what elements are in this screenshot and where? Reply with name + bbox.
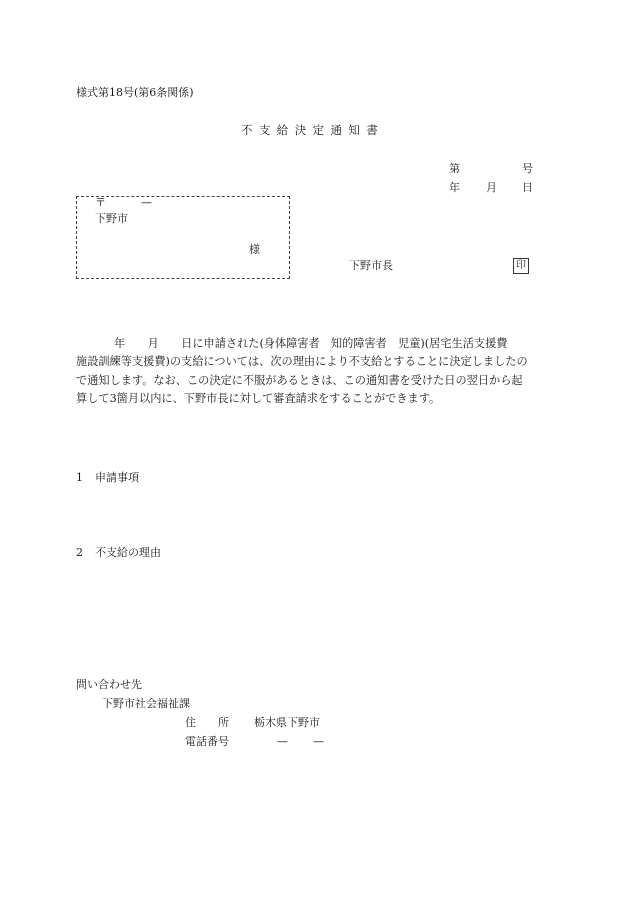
contact-phone-dash-2: — <box>313 735 324 748</box>
recipient-honorific: 様 <box>249 243 260 256</box>
contact-phone-dash-1: — <box>277 735 288 748</box>
issuer-title: 下野市長 <box>349 259 393 272</box>
postal-mark: 〒 <box>95 196 106 209</box>
contact-heading: 問い合わせ先 <box>76 678 142 691</box>
body-line-2: 施設訓練等支援費)の支給については、次の理由により不支給とすることに決定しましたの <box>76 355 528 369</box>
contact-address-label: 住 所 <box>185 716 229 729</box>
date-day: 日 <box>522 181 533 194</box>
form-number: 様式第18号(第6条関係) <box>76 86 194 99</box>
body-line-4: 算して3箇月以内に、下野市長に対して審査請求をすることができます。 <box>76 392 441 406</box>
doc-number-suffix: 号 <box>522 162 533 175</box>
date-month: 月 <box>486 181 497 194</box>
contact-department: 下野市社会福祉課 <box>102 697 190 710</box>
section-1-label: 申請事項 <box>95 471 139 484</box>
section-2-label: 不支給の理由 <box>95 546 161 559</box>
recipient-address-box <box>76 196 290 279</box>
doc-number-prefix: 第 <box>449 162 460 175</box>
recipient-city: 下野市 <box>95 212 128 225</box>
postal-dash: — <box>141 196 152 209</box>
section-1-number: 1 <box>76 471 83 484</box>
section-2-number: 2 <box>76 546 83 559</box>
page-title: 不支給決定通知書 <box>241 123 385 137</box>
contact-phone-label: 電話番号 <box>185 735 229 748</box>
body-line-3: で通知します。なお、この決定に不服があるときは、この通知書を受けた日の翌日から起 <box>76 373 523 387</box>
notice-body <box>76 335 562 409</box>
date-year: 年 <box>449 181 460 194</box>
contact-address-value: 栃木県下野市 <box>254 716 320 729</box>
body-line-1: 年 月 日に申請された(身体障害者 知的障害者 児童)(居宅生活支援費 <box>114 337 508 350</box>
seal-stamp: 印 <box>513 258 529 274</box>
